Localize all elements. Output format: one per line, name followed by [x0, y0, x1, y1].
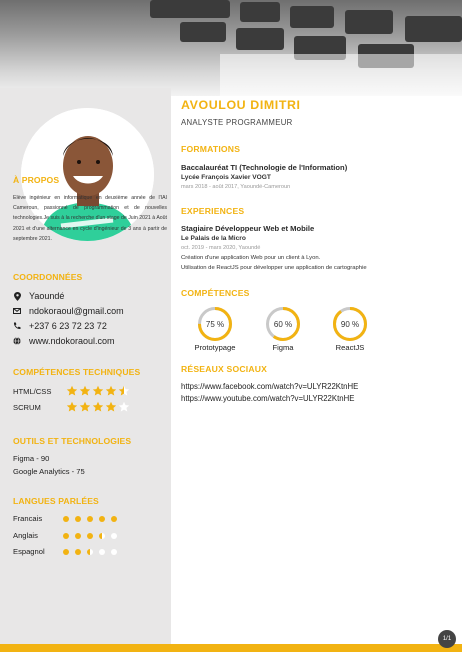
- tech-skill-row: [13, 385, 130, 397]
- star-icon: [105, 385, 117, 397]
- skill-label: ReactJS: [335, 343, 365, 352]
- youtube-link[interactable]: https://www.youtube.com/watch?v=ULYR22KtnHE: [181, 394, 355, 403]
- dot-rating: [63, 533, 117, 539]
- experience-line: Utilisation de ReactJS pour développer une application de cartographie: [181, 265, 367, 271]
- rating-dot: [99, 549, 105, 555]
- contact-heading: COORDONNÉES: [13, 272, 83, 282]
- star-icon: [118, 385, 130, 397]
- experience-line: Création d'une application Web pour un client à Lyon.: [181, 255, 321, 261]
- experience-company: Le Palais de la Micro: [181, 235, 246, 242]
- skill-percent-text: 75 %: [205, 320, 225, 329]
- header-banner: [0, 0, 462, 96]
- social-heading: RÉSEAUX SOCIAUX: [181, 364, 268, 374]
- skill-progress-ring: [265, 306, 301, 342]
- languages-heading: LANGUES PARLÉES: [13, 496, 99, 506]
- tools-heading: OUTILS ET TECHNOLOGIES: [13, 436, 132, 446]
- star-icon: [118, 401, 130, 413]
- contact-phone-text[interactable]: +237 6 23 72 23 72: [29, 321, 107, 331]
- contact-email-text[interactable]: ndokoraoul@gmail.com: [29, 306, 124, 316]
- contact-location-text: Yaoundé: [29, 291, 65, 301]
- star-icon: [79, 385, 91, 397]
- rating-dot: [87, 549, 93, 555]
- candidate-role: ANALYSTE PROGRAMMEUR: [181, 118, 293, 127]
- rating-dot: [75, 533, 81, 539]
- rating-dot: [99, 533, 105, 539]
- rating-dot: [75, 549, 81, 555]
- tool-item: Figma - 90: [13, 454, 50, 463]
- language-row: [13, 514, 117, 523]
- candidate-name: AVOULOU DIMITRI: [181, 98, 301, 112]
- phone-icon: [13, 322, 21, 330]
- location-pin-icon: [13, 292, 21, 300]
- facebook-link[interactable]: https://www.facebook.com/watch?v=ULYR22KtnHE: [181, 382, 359, 391]
- tech-skill-row: [13, 401, 130, 413]
- skills-heading: COMPÉTENCES: [181, 288, 250, 298]
- education-heading: FORMATIONS: [181, 144, 241, 154]
- about-text: Elève ingénieur en informatique en deuxième année de l'IAI Cameroun, passionné de programmation et de nouvelles technologies.Je suis à la recherche d'un stage de Juin 2021 à Août 2021 et d'une alternance en cycle d'ingénieur de 3 ans à partir de septembre 2021.: [13, 195, 167, 242]
- dot-rating: [63, 516, 117, 522]
- rating-dot: [111, 549, 117, 555]
- experience-title: Stagiaire Développeur Web et Mobile: [181, 224, 315, 233]
- contact-phone[interactable]: [13, 321, 107, 331]
- education-school: Lycée François Xavier VOGT: [181, 174, 271, 181]
- star-icon: [92, 401, 104, 413]
- star-icon: [92, 385, 104, 397]
- rating-dot: [63, 516, 69, 522]
- star-rating: [66, 385, 130, 397]
- contact-website[interactable]: [13, 336, 115, 346]
- experience-heading: EXPERIENCES: [181, 206, 245, 216]
- about-heading: À PROPOS: [13, 175, 60, 185]
- rating-dot: [99, 516, 105, 522]
- tech-skill-label: SCRUM: [13, 402, 41, 412]
- globe-icon: [13, 337, 21, 345]
- star-icon: [66, 385, 78, 397]
- rating-dot: [63, 549, 69, 555]
- skill-percent-text: 90 %: [340, 320, 360, 329]
- skill-label: Prototypage: [194, 343, 236, 352]
- education-degree: Baccalauréat TI (Technologie de l'Information): [181, 163, 348, 172]
- rating-dot: [63, 533, 69, 539]
- star-icon: [79, 401, 91, 413]
- rating-dot: [87, 533, 93, 539]
- language-row: [13, 547, 117, 556]
- language-label: Espagnol: [13, 547, 45, 556]
- experience-period: oct. 2019 - mars 2020, Yaoundé: [181, 245, 261, 251]
- rating-dot: [75, 516, 81, 522]
- language-label: Anglais: [13, 531, 38, 540]
- footer-accent-bar: [0, 644, 462, 652]
- rating-dot: [111, 533, 117, 539]
- skill-label: Figma: [272, 343, 294, 352]
- contact-email[interactable]: [13, 306, 124, 316]
- skill-percent-text: 60 %: [273, 320, 293, 329]
- tech-skill-label: HTML/CSS: [13, 386, 52, 396]
- language-row: [13, 531, 117, 540]
- contact-location: [13, 291, 64, 301]
- star-icon: [105, 401, 117, 413]
- contact-website-text[interactable]: www.ndokoraoul.com: [29, 336, 115, 346]
- education-period: mars 2018 - août 2017, Yaoundé-Cameroun: [181, 184, 291, 190]
- rating-dot: [111, 516, 117, 522]
- language-label: Francais: [13, 514, 43, 523]
- rating-dot: [87, 516, 93, 522]
- star-rating: [66, 401, 130, 413]
- sidebar: [0, 88, 171, 644]
- star-icon: [66, 401, 78, 413]
- tech-skills-heading: COMPÉTENCES TECHNIQUES: [13, 367, 141, 377]
- page-indicator: 1/1: [438, 630, 456, 648]
- envelope-icon: [13, 307, 21, 315]
- tool-item: Google Analytics - 75: [13, 467, 85, 476]
- dot-rating: [63, 549, 117, 555]
- skill-progress-ring: [197, 306, 233, 342]
- skill-progress-ring: [332, 306, 368, 342]
